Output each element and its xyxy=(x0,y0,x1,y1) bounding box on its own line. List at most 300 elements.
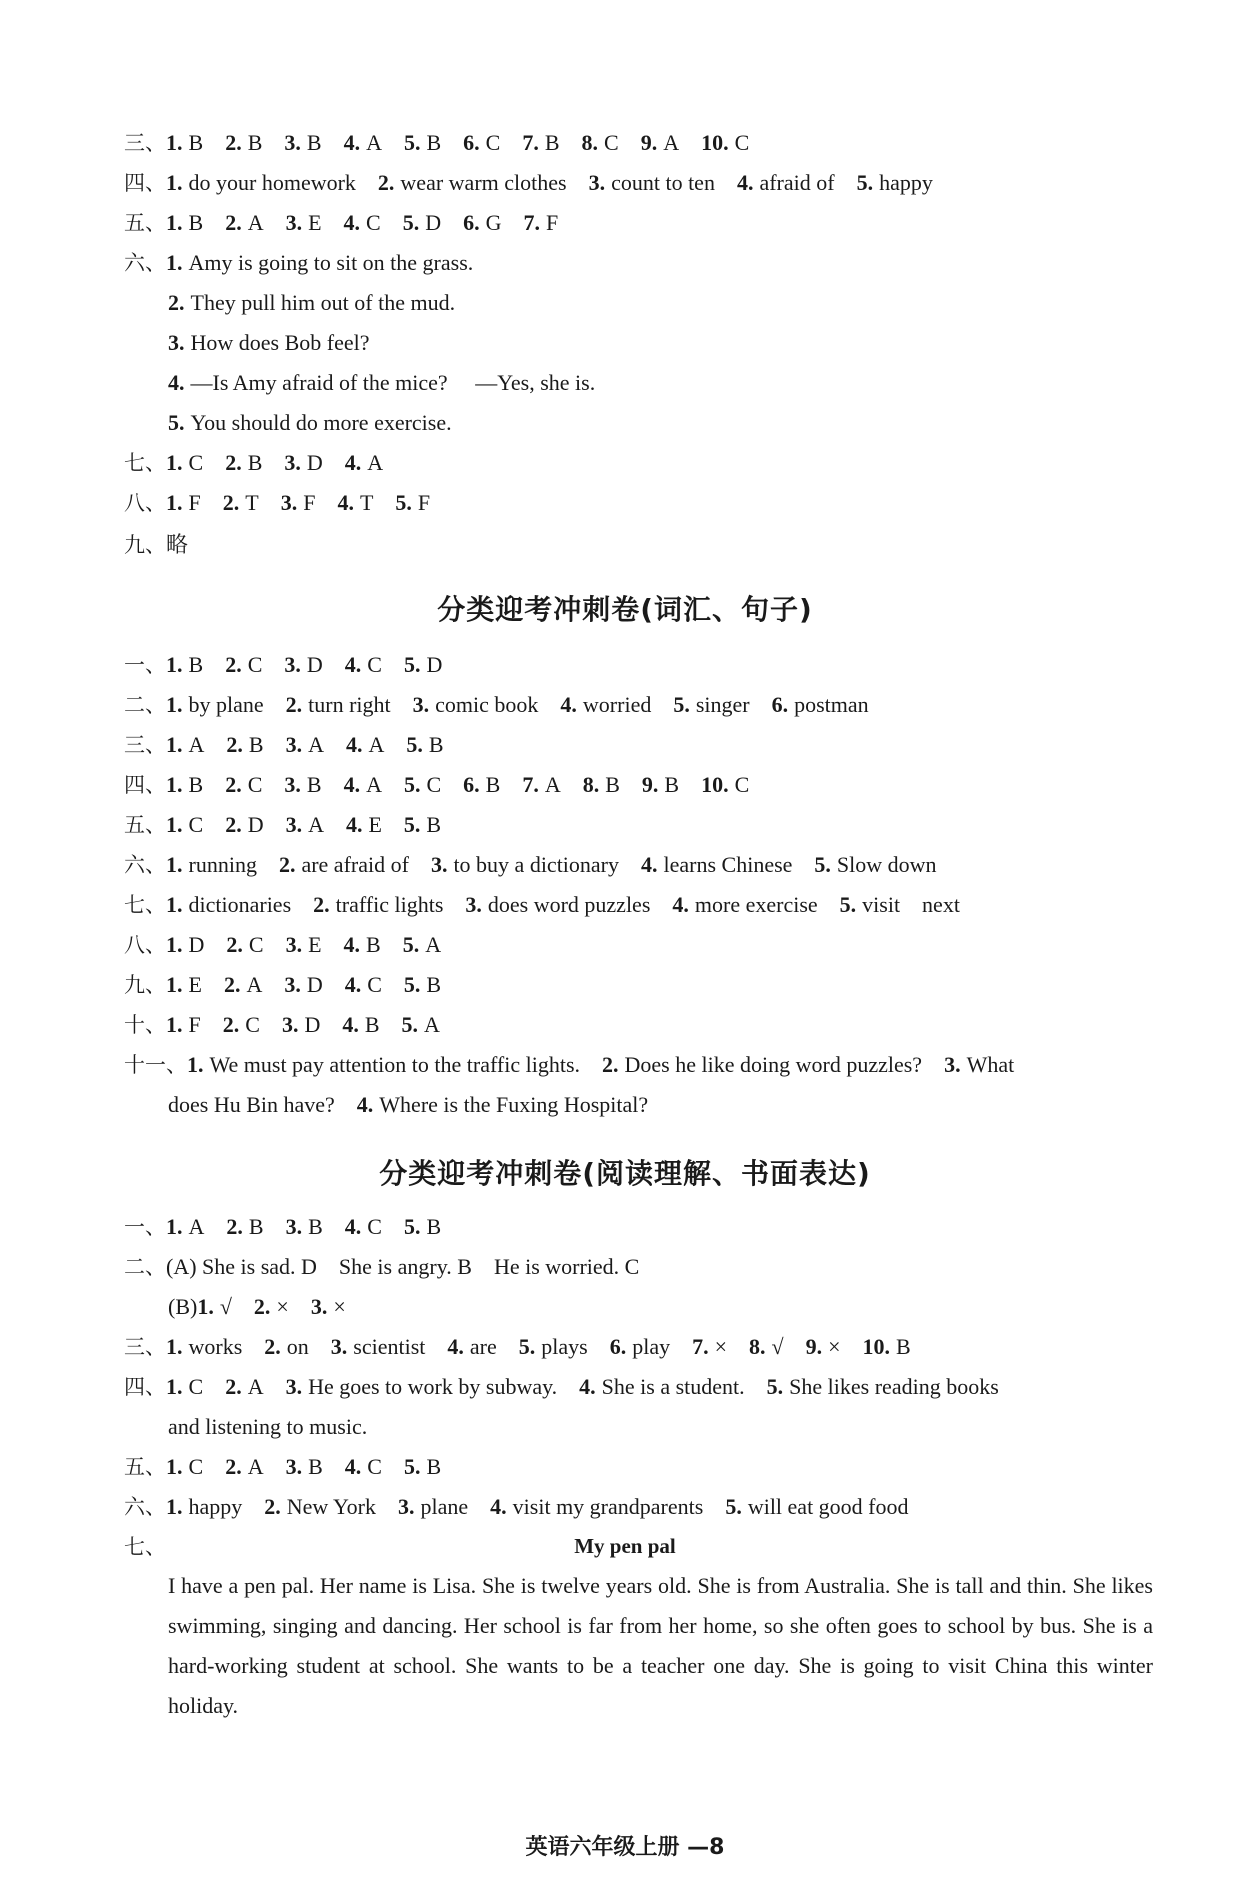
item-number: 3. xyxy=(284,450,301,475)
item-number: 1. xyxy=(166,972,183,997)
question-label: 六、 xyxy=(124,1495,166,1519)
item-number: 5. xyxy=(402,210,420,235)
answer: visit next xyxy=(862,892,960,917)
question-label: 五、 xyxy=(124,813,166,837)
question-label: 三、 xyxy=(124,131,166,155)
answer: Amy is going to sit on the grass. xyxy=(188,250,474,275)
item-number: 9. xyxy=(805,1334,823,1359)
answer: She is a student. xyxy=(601,1374,745,1399)
item-number: 3. xyxy=(944,1052,961,1077)
question-label: 九、 xyxy=(124,973,166,997)
question-label: 九、 xyxy=(124,533,166,557)
item-number: 3. xyxy=(285,1454,303,1479)
answer-line xyxy=(124,1332,1164,1362)
answer-line xyxy=(124,1050,1164,1080)
item-number: 3. xyxy=(588,170,606,195)
item-number: 1. xyxy=(187,1052,204,1077)
answer: afraid of xyxy=(759,170,835,195)
answer: B xyxy=(896,1334,911,1359)
item-number: 3. xyxy=(430,852,448,877)
question-label: 三、 xyxy=(124,733,166,757)
question-label: 一、 xyxy=(124,1215,166,1239)
item-number: 4. xyxy=(343,772,361,797)
essay-body: I have a pen pal. Her name is Lisa. She is twelve years old. She is from Australia. She is tall and thin. She likes swimming, singing and dancing. Her school is far from her home, so she often goes to school by bus. She is a hard-working student at school. She wants to be a teacher one day. She is going to visit China this winter holiday. xyxy=(168,1573,1153,1718)
answer: B xyxy=(247,130,263,155)
item-number: 4. xyxy=(490,1494,507,1519)
item-number: 1. xyxy=(166,1494,183,1519)
answer: are afraid of xyxy=(301,852,409,877)
item-number: 10. xyxy=(862,1334,891,1359)
question-label: 二、 xyxy=(124,1255,166,1279)
answer: learns Chinese xyxy=(663,852,793,877)
answer: You should do more exercise. xyxy=(190,410,452,435)
answer: B xyxy=(306,130,322,155)
item-number: 4. xyxy=(447,1334,464,1359)
answer: by plane xyxy=(188,692,264,717)
item-number: 7. xyxy=(522,772,539,797)
item-number: 4. xyxy=(168,370,185,395)
answer: × xyxy=(714,1334,728,1359)
item-number: 1. xyxy=(197,1294,214,1319)
answer-line xyxy=(168,1292,1208,1322)
answer: D xyxy=(306,450,323,475)
answer: B xyxy=(188,652,204,677)
answer: C xyxy=(188,450,204,475)
answer: A xyxy=(246,972,263,997)
answer-line xyxy=(168,408,1208,438)
item-number: 6. xyxy=(463,210,480,235)
item-number: 1. xyxy=(166,1374,183,1399)
item-number: 3. xyxy=(281,1012,299,1037)
answer: A xyxy=(308,812,324,837)
item-number: 1. xyxy=(166,812,183,837)
answer: C xyxy=(426,772,442,797)
answer-line xyxy=(124,1010,1164,1040)
answer: A xyxy=(188,1214,205,1239)
item-number: 3. xyxy=(285,1214,303,1239)
item-number: 4. xyxy=(672,892,689,917)
answer: E xyxy=(188,972,202,997)
item-number: 6. xyxy=(771,692,789,717)
answer: play xyxy=(632,1334,671,1359)
item-number: 1. xyxy=(166,932,183,957)
answer: B xyxy=(188,130,204,155)
question-label: 八、 xyxy=(124,933,166,957)
item-number: 8. xyxy=(749,1334,766,1359)
answer: A xyxy=(247,210,264,235)
item-number: 4. xyxy=(342,1012,359,1037)
item-number: 5. xyxy=(518,1334,536,1359)
question-label: 七、 xyxy=(124,451,166,475)
item-number: 5. xyxy=(403,130,421,155)
item-number: 1. xyxy=(166,1454,183,1479)
item-number: 1. xyxy=(166,732,183,757)
item-number: 6. xyxy=(463,130,480,155)
item-number: 5. xyxy=(403,1454,421,1479)
answer: does word puzzles xyxy=(487,892,651,917)
item-number: 1. xyxy=(166,450,183,475)
answer: A xyxy=(366,772,382,797)
item-number: 7. xyxy=(523,210,540,235)
answer-line xyxy=(124,448,1164,478)
item-number: 5. xyxy=(403,1214,421,1239)
item-number: 4. xyxy=(344,652,362,677)
question-label: 七、 xyxy=(124,1535,166,1559)
answer: A xyxy=(544,772,561,797)
answer: B xyxy=(485,772,501,797)
question-label: 十一、 xyxy=(124,1053,187,1077)
answer: wear warm clothes xyxy=(400,170,567,195)
answer: C xyxy=(734,130,750,155)
answer-line xyxy=(168,328,1208,358)
answer: C xyxy=(734,772,750,797)
answer: count to ten xyxy=(611,170,715,195)
question-label: 六、 xyxy=(124,251,166,275)
answer: C xyxy=(367,1454,382,1479)
item-number: 4. xyxy=(337,490,354,515)
item-number: 2. xyxy=(222,1012,240,1037)
answer: singer xyxy=(695,692,750,717)
answer: They pull him out of the mud. xyxy=(190,290,456,315)
item-number: 2. xyxy=(225,210,242,235)
answer: √ xyxy=(771,1334,784,1359)
item-number: 4. xyxy=(343,210,361,235)
answer: C xyxy=(366,210,381,235)
item-number: 7. xyxy=(522,130,539,155)
answer: A xyxy=(367,450,384,475)
item-number: 5. xyxy=(766,1374,784,1399)
answer: worried xyxy=(582,692,652,717)
answer: B xyxy=(308,1454,323,1479)
answer: C xyxy=(367,652,382,677)
question-label: 八、 xyxy=(124,491,166,515)
answer: √ xyxy=(219,1294,232,1319)
answer-line xyxy=(124,650,1164,680)
answer: B xyxy=(426,130,442,155)
answer: A xyxy=(368,732,385,757)
item-number: 2. xyxy=(225,450,242,475)
answer: F xyxy=(546,210,559,235)
answer: B xyxy=(426,812,442,837)
question-label: 五、 xyxy=(124,211,166,235)
item-number: 4. xyxy=(345,732,363,757)
answer: are xyxy=(469,1334,497,1359)
item-number: 4. xyxy=(560,692,577,717)
item-number: 5. xyxy=(839,892,857,917)
item-number: 5. xyxy=(395,490,412,515)
answer: more exercise xyxy=(694,892,818,917)
answer: × xyxy=(276,1294,289,1319)
answer: C xyxy=(247,652,263,677)
item-number: 4. xyxy=(736,170,754,195)
answer-text: and listening to music. xyxy=(168,1414,368,1439)
answer: D xyxy=(426,652,443,677)
item-number: 5. xyxy=(402,932,420,957)
item-number: 1. xyxy=(166,892,183,917)
item-number: 1. xyxy=(166,490,183,515)
answer: turn right xyxy=(308,692,391,717)
item-number: 3. xyxy=(284,652,301,677)
answer: C xyxy=(604,130,619,155)
item-number: 1. xyxy=(166,170,183,195)
section-title: 分类迎考冲刺卷(阅读理解、书面表达) xyxy=(379,1157,871,1190)
answer: He goes to work by subway. xyxy=(308,1374,558,1399)
item-number: 2. xyxy=(264,1494,281,1519)
answer: B xyxy=(605,772,620,797)
item-number: 2. xyxy=(253,1294,271,1319)
question-label: 一、 xyxy=(124,653,166,677)
answer: works xyxy=(188,1334,243,1359)
answer: B xyxy=(247,450,263,475)
item-number: 2. xyxy=(225,130,242,155)
question-label: 三、 xyxy=(124,1335,166,1359)
answer-line xyxy=(124,128,1164,158)
item-number: 1. xyxy=(166,130,183,155)
answer: Where is the Fuxing Hospital? xyxy=(379,1092,649,1117)
item-number: 10. xyxy=(701,130,729,155)
item-number: 2. xyxy=(168,290,185,315)
answer: F xyxy=(188,490,201,515)
answer: B xyxy=(248,1214,264,1239)
item-number: 3. xyxy=(285,812,303,837)
item-number: 2. xyxy=(225,812,242,837)
answer: B xyxy=(366,932,381,957)
item-number: 3. xyxy=(412,692,430,717)
item-number: 2. xyxy=(225,772,242,797)
answer: A xyxy=(188,732,205,757)
answer: C xyxy=(245,1012,260,1037)
item-number: 4. xyxy=(344,450,362,475)
question-label: 六、 xyxy=(124,853,166,877)
answer: does Hu Bin have? xyxy=(168,1092,335,1117)
answer: A xyxy=(308,732,324,757)
item-number: 10. xyxy=(701,772,729,797)
answer: plane xyxy=(420,1494,469,1519)
item-number: 5. xyxy=(725,1494,742,1519)
item-number: 2. xyxy=(226,1214,243,1239)
item-number: 4. xyxy=(356,1092,374,1117)
answer-line xyxy=(124,1452,1164,1482)
item-number: 3. xyxy=(285,210,303,235)
item-number: 2. xyxy=(225,652,242,677)
item-number: 2. xyxy=(313,892,330,917)
question-label: 五、 xyxy=(124,1455,166,1479)
item-number: 2. xyxy=(264,1334,281,1359)
answer: D xyxy=(188,932,205,957)
answer: E xyxy=(308,210,322,235)
answer: B xyxy=(308,1214,323,1239)
answer-line xyxy=(124,1492,1164,1522)
answer: plays xyxy=(541,1334,588,1359)
item-number: 5. xyxy=(403,772,421,797)
answer: C xyxy=(485,130,501,155)
answer: —Is Amy afraid of the mice? —Yes, she is. xyxy=(190,370,596,395)
item-number: 5. xyxy=(403,972,421,997)
answer-text: 略 xyxy=(166,532,189,557)
item-number: 2. xyxy=(223,972,241,997)
answer: B xyxy=(364,1012,380,1037)
item-number: 2. xyxy=(226,732,243,757)
answer: New York xyxy=(286,1494,377,1519)
answer: B xyxy=(248,732,264,757)
answer-line xyxy=(168,368,1208,398)
answer: F xyxy=(417,490,431,515)
item-number: 4. xyxy=(343,932,361,957)
answer: T xyxy=(359,490,374,515)
item-number: 3. xyxy=(280,490,298,515)
sub-part-label: (B) xyxy=(168,1294,198,1319)
item-number: 1. xyxy=(166,1012,183,1037)
answer-line xyxy=(124,248,1164,278)
answer-line xyxy=(124,810,1164,840)
item-number: 8. xyxy=(581,130,599,155)
item-number: 3. xyxy=(330,1334,348,1359)
answer: C xyxy=(367,972,382,997)
item-number: 3. xyxy=(285,1374,303,1399)
answer: C xyxy=(188,812,204,837)
answer: B xyxy=(306,772,322,797)
answer: happy xyxy=(879,170,933,195)
item-number: 2. xyxy=(226,932,243,957)
answer: traffic lights xyxy=(335,892,444,917)
answer-line xyxy=(124,1372,1164,1402)
item-number: 5. xyxy=(856,170,874,195)
item-number: 3. xyxy=(465,892,482,917)
item-number: 1. xyxy=(166,692,183,717)
question-label: 二、 xyxy=(124,693,166,717)
answer: will eat good food xyxy=(747,1494,909,1519)
answer: How does Bob feel? xyxy=(190,330,370,355)
item-number: 3. xyxy=(284,972,301,997)
answer: to buy a dictionary xyxy=(453,852,620,877)
answer: happy xyxy=(188,1494,243,1519)
answer: C xyxy=(248,932,264,957)
answer-line xyxy=(124,168,1164,198)
section-title: 分类迎考冲刺卷(词汇、句子) xyxy=(437,593,813,626)
essay-title: My pen pal xyxy=(574,1534,676,1558)
item-number: 2. xyxy=(222,490,240,515)
answer-line xyxy=(124,730,1164,760)
answer: We must pay attention to the traffic lights. xyxy=(209,1052,581,1077)
answer: G xyxy=(485,210,502,235)
question-label: 四、 xyxy=(124,773,166,797)
answer-line xyxy=(124,530,1164,560)
item-number: 4. xyxy=(344,1214,362,1239)
item-number: 5. xyxy=(401,1012,419,1037)
item-number: 1. xyxy=(166,772,183,797)
answer-line xyxy=(124,930,1164,960)
answer: dictionaries xyxy=(188,892,292,917)
item-number: 2. xyxy=(225,1374,242,1399)
item-number: 1. xyxy=(166,652,183,677)
answer-line xyxy=(124,690,1164,720)
answer-line xyxy=(124,1212,1164,1242)
answer: scientist xyxy=(353,1334,426,1359)
item-number: 2. xyxy=(377,170,395,195)
item-number: 4. xyxy=(345,812,363,837)
answer-line xyxy=(124,970,1164,1000)
answer: on xyxy=(286,1334,309,1359)
item-number: 4. xyxy=(579,1374,596,1399)
answer: postman xyxy=(794,692,869,717)
answer-line xyxy=(124,850,1164,880)
answer: A xyxy=(366,130,382,155)
answer: T xyxy=(245,490,259,515)
item-number: 5. xyxy=(406,732,423,757)
answer: C xyxy=(367,1214,382,1239)
answer: do your homework xyxy=(188,170,356,195)
answer: running xyxy=(188,852,257,877)
answer: E xyxy=(308,932,322,957)
item-number: 3. xyxy=(284,772,301,797)
answer: C xyxy=(188,1454,204,1479)
item-number: 3. xyxy=(285,932,303,957)
item-number: 5. xyxy=(168,410,185,435)
answer: D xyxy=(425,210,442,235)
answer: B xyxy=(544,130,560,155)
item-number: 4. xyxy=(641,852,658,877)
item-number: 2. xyxy=(278,852,296,877)
item-number: 2. xyxy=(285,692,303,717)
answer-line xyxy=(124,488,1164,518)
item-number: 3. xyxy=(398,1494,415,1519)
item-number: 9. xyxy=(640,130,658,155)
question-label: 七、 xyxy=(124,893,166,917)
answer: B xyxy=(428,732,444,757)
item-number: 5. xyxy=(814,852,831,877)
answer: D xyxy=(247,812,264,837)
item-number: 8. xyxy=(582,772,600,797)
answer: C xyxy=(188,1374,204,1399)
answer: F xyxy=(303,490,316,515)
answer: C xyxy=(247,772,263,797)
answer-line xyxy=(124,770,1164,800)
answer: B xyxy=(426,972,442,997)
answer: Slow down xyxy=(836,852,937,877)
answer: B xyxy=(664,772,680,797)
answer: What xyxy=(966,1052,1015,1077)
page-footer: 英语六年级上册 —8 xyxy=(525,1835,725,1860)
item-number: 1. xyxy=(166,250,183,275)
answer: D xyxy=(304,1012,321,1037)
answer-text: (A) She is sad. D She is angry. B He is worried. C xyxy=(166,1254,640,1279)
item-number: 3. xyxy=(285,732,303,757)
item-number: 2. xyxy=(225,1454,242,1479)
answer: A xyxy=(424,1012,440,1037)
answer: A xyxy=(247,1374,264,1399)
question-label: 十、 xyxy=(124,1013,166,1037)
answer: B xyxy=(188,210,204,235)
item-number: 3. xyxy=(168,330,185,355)
question-label: 四、 xyxy=(124,1375,166,1399)
item-number: 9. xyxy=(641,772,659,797)
answer: B xyxy=(188,772,204,797)
item-number: 2. xyxy=(602,1052,619,1077)
answer: comic book xyxy=(435,692,539,717)
answer-line xyxy=(124,1252,1164,1282)
answer: × xyxy=(828,1334,841,1359)
item-number: 1. xyxy=(166,1214,183,1239)
answer: Does he like doing word puzzles? xyxy=(624,1052,923,1077)
item-number: 1. xyxy=(166,210,183,235)
item-number: 4. xyxy=(343,130,361,155)
answer: B xyxy=(426,1214,442,1239)
item-number: 6. xyxy=(463,772,480,797)
item-number: 7. xyxy=(692,1334,709,1359)
item-number: 5. xyxy=(673,692,690,717)
answer-line xyxy=(168,288,1208,318)
item-number: 1. xyxy=(166,1334,183,1359)
